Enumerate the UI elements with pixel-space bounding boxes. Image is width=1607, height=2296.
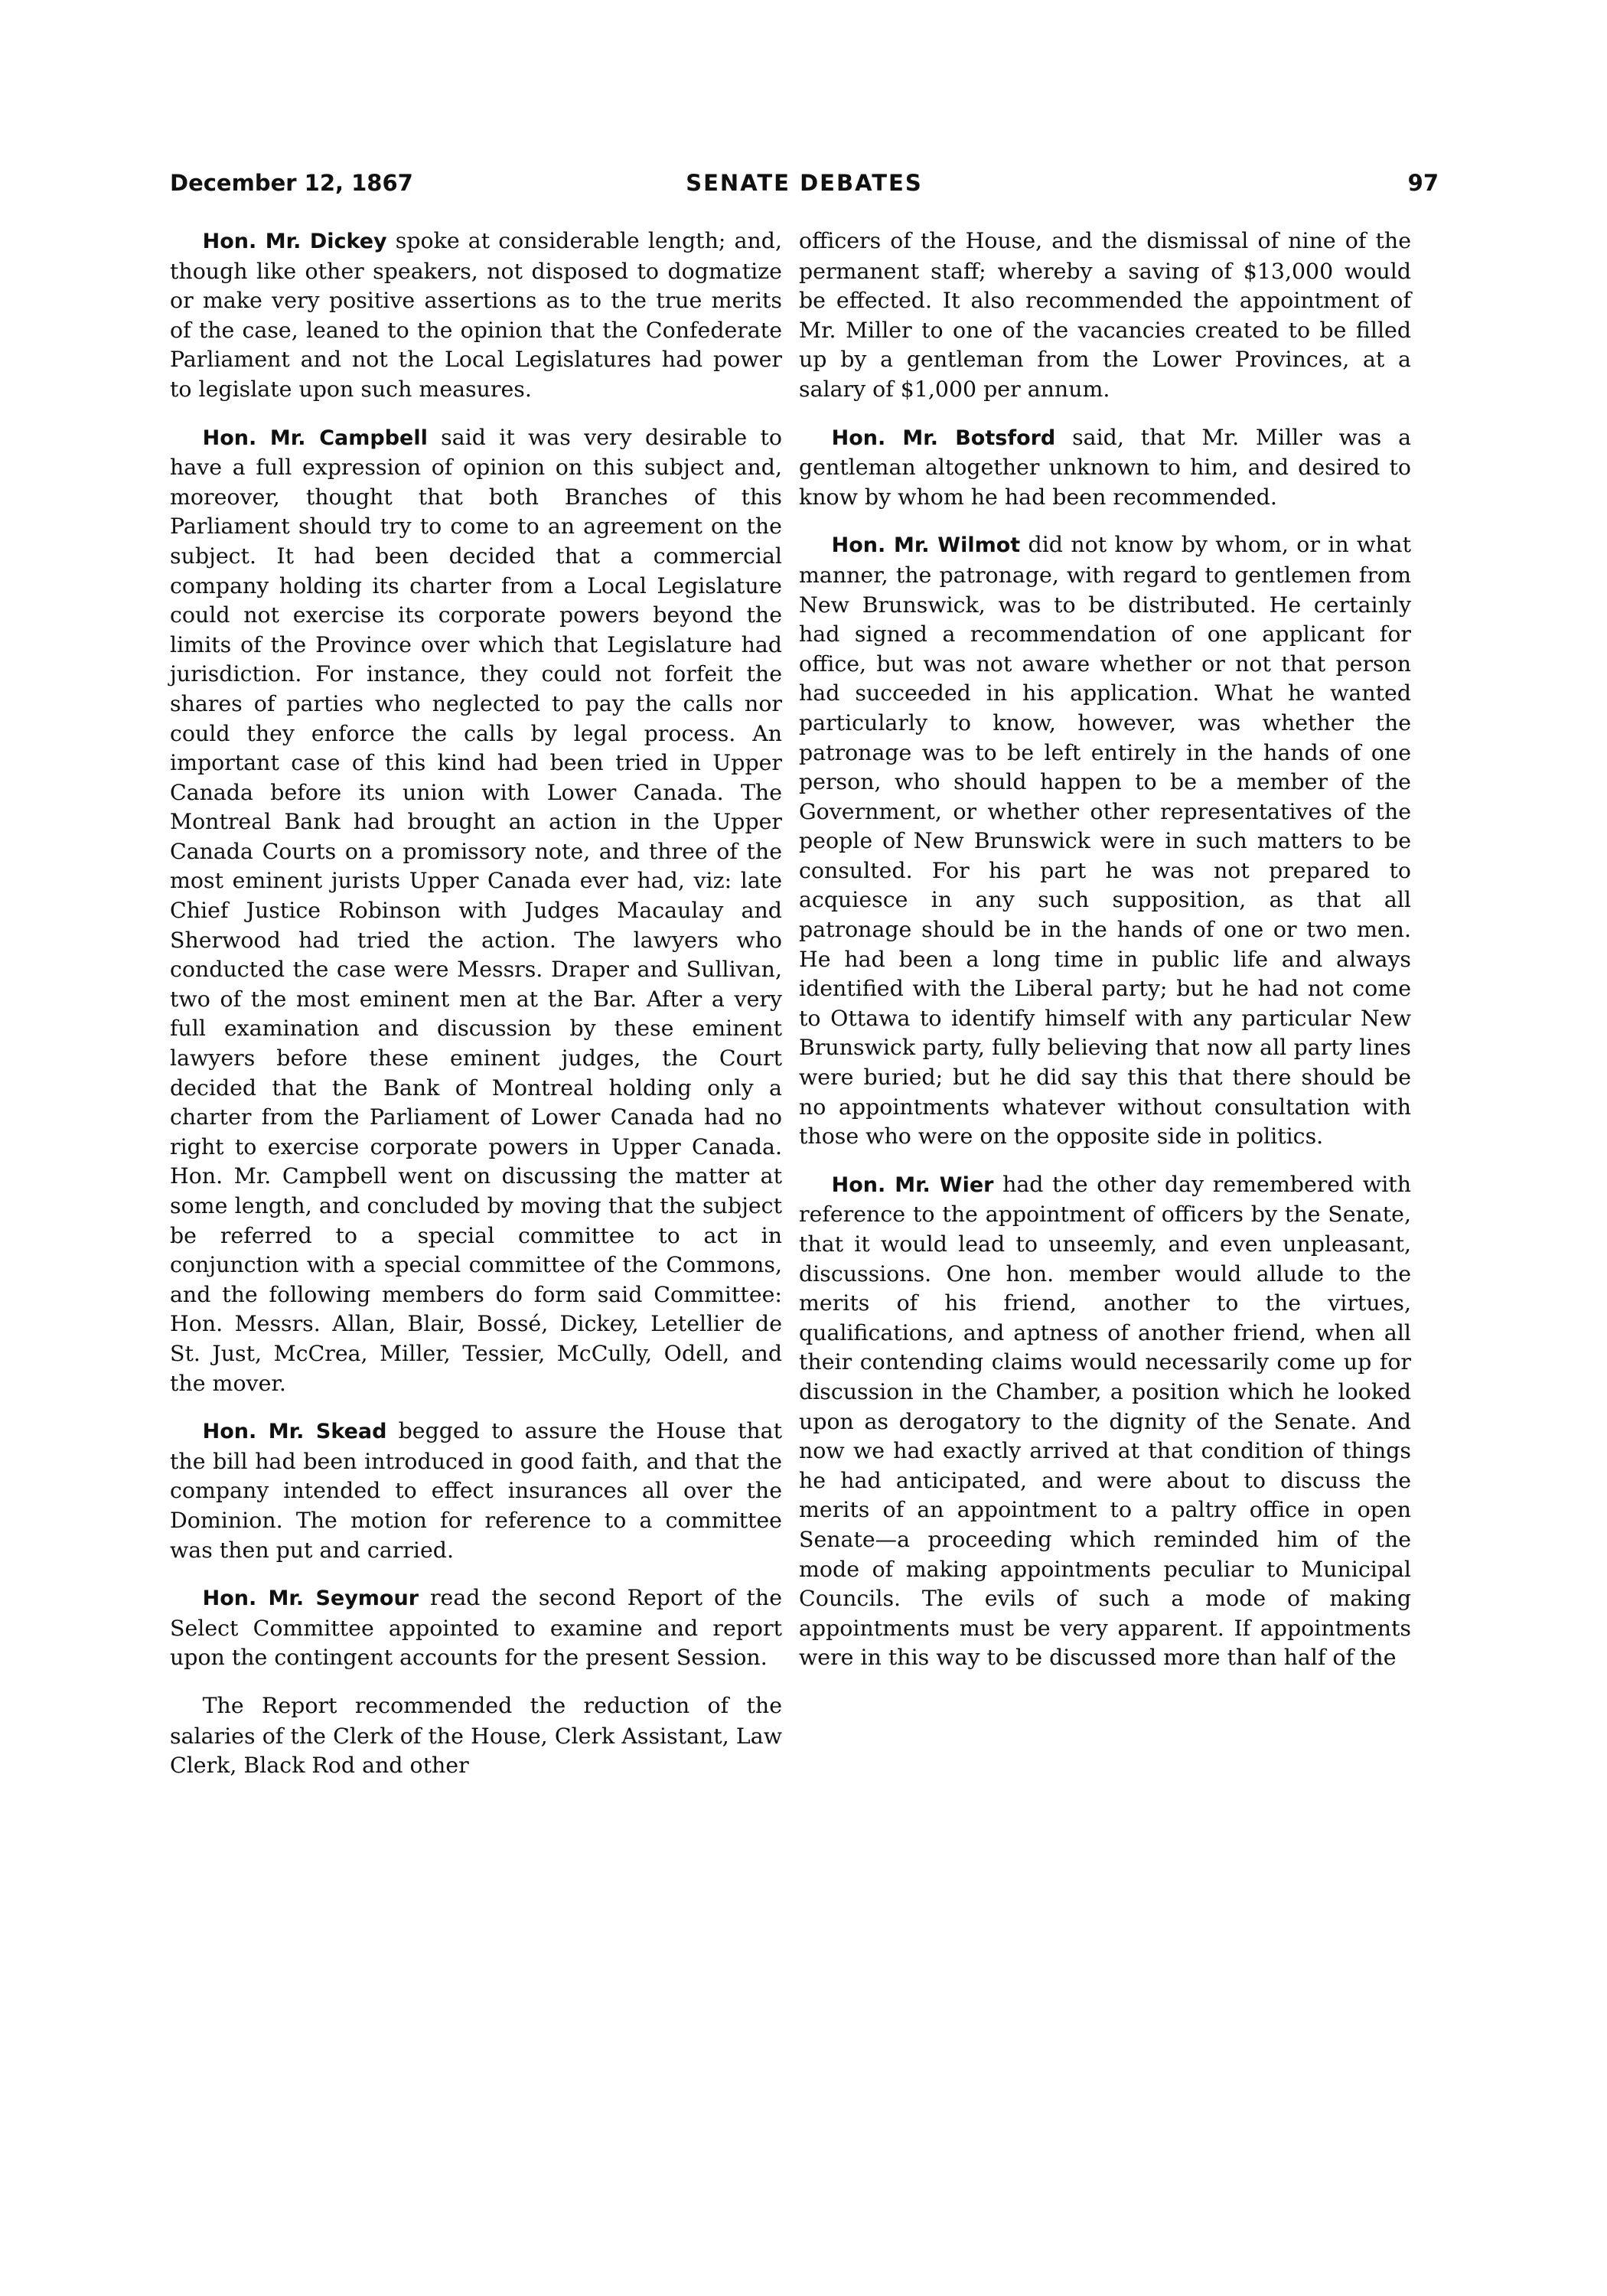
speaker-name: Hon. Mr. Skead <box>202 1420 387 1444</box>
speaker-name: Hon. Mr. Campbell <box>202 426 428 450</box>
paragraph-text: had the other day remembered with reference to the appointment of officers by the Senate, that it would lead to unseemly, and even unpleasant, discussions. One hon. member would allude to the merits of his friend, another to the virtues, qualifications, and aptness of another friend, when all their contending claims would necessarily come up for discussion in the Chamber, a position which he looked upon as derogatory to the dignity of the Senate. And now we had exactly arrived at that condition of things he had anticipated, and were about to discuss the merits of an appointment to a paltry office in open Senate—a proceeding which reminded him of the mode of making appointments peculiar to Municipal Councils. The evils of such a mode of making appointments must be very apparent. If appointments were in this way to be discussed more than half of the <box>799 1171 1411 1671</box>
paragraph-text: said it was very desirable to have a full expression of opinion on this subject and, moreover, thought that both Branches of this Parliament should try to come to an agreement on the subject. It had been decided that a commercial company holding its charter from a Local Legislature could not exercise its corporate powers beyond the limits of the Province over which that Legislature had jurisdiction. For instance, they could not forfeit the shares of parties who neglected to pay the calls nor could they enforce the calls by legal process. An important case of this kind had been tried in Upper Canada before its union with Lower Canada. The Montreal Bank had brought an action in the Upper Canada Courts on a promissory note, and three of the most eminent jurists Upper Canada ever had, viz: late Chief Justice Robinson with Judges Macaulay and Sherwood had tried the action. The lawyers who conducted the case were Messrs. Draper and Sullivan, two of the most eminent men at the Bar. After a very full examination and discussion by these eminent lawyers before these eminent judges, the Court decided that the Bank of Montreal holding only a charter from the Parliament of Lower Canada had no right to exercise corporate powers in Upper Canada. Hon. Mr. Campbell went on discussing the matter at some length, and concluded by moving that the subject be referred to a special committee to act in conjunction with a special committee of the Commons, and the following members do form said Committee: Hon. Messrs. Allan, Blair, Bossé, Dickey, Letellier de St. Just, McCrea, Miller, Tessier, McCully, Odell, and the mover. <box>170 424 782 1396</box>
page-number: 97 <box>1407 170 1439 196</box>
speaker-name: Hon. Mr. Seymour <box>202 1587 419 1611</box>
header-date: December 12, 1867 <box>170 170 413 196</box>
speaker-name: Hon. Mr. Dickey <box>202 230 387 253</box>
paragraph <box>799 530 1411 1151</box>
page-header <box>170 170 1439 204</box>
paragraph-text: The Report recommended the reduction of the salaries of the Clerk of the House, Clerk Assistant, Law Clerk, Black Rod and other <box>170 1692 782 1779</box>
left-column <box>170 227 782 1799</box>
paragraph <box>799 227 1411 405</box>
speaker-name: Hon. Mr. Wier <box>831 1172 994 1197</box>
paragraph-text: begged to assure the House that the bill had been introduced in good faith, and that the company intended to effect insurances all over the Dominion. The motion for reference to a committee was then put and carried. <box>170 1418 782 1563</box>
paragraph <box>799 423 1411 513</box>
speaker-name: Hon. Mr. Wilmot <box>831 533 1021 558</box>
paragraph <box>170 1583 782 1673</box>
paragraph <box>170 227 782 405</box>
speaker-name: Hon. Mr. Botsford <box>831 426 1056 450</box>
paragraph <box>170 1691 782 1781</box>
paragraph-text: officers of the House, and the dismissal of nine of the permanent staff; whereby a saving of $13,000 would be effected. It also recommended the appointment of Mr. Miller to one of the vacancies created to be filled up by a gentleman from the Lower Provinces, at a salary of $1,000 per annum. <box>799 228 1411 402</box>
paragraph-text: spoke at considerable length; and, though like other speakers, not disposed to dogmatize or make very positive assertions as to the true merits of the case, leaned to the opinion that the Confederate Parliament and not the Local Legislatures had power to legislate upon such measures. <box>170 228 782 402</box>
paragraph <box>170 423 782 1399</box>
paragraph-text: said, that Mr. Miller was a gentleman altogether unknown to him, and desired to know by whom he had been recommended. <box>799 424 1411 510</box>
right-column <box>799 227 1411 1691</box>
paragraph-text: read the second Report of the Select Committee appointed to examine and report upon the contingent accounts for the present Session. <box>170 1585 782 1671</box>
header-title: SENATE DEBATES <box>686 170 923 196</box>
paragraph <box>799 1170 1411 1673</box>
paragraph-text: did not know by whom, or in what manner, the patronage, with regard to gentlemen from New Brunswick, was to be distributed. He certainly had signed a recommendation of one applicant for office, but was not aware whether or not that person had succeeded in his application. What he wanted particularly to know, however, was whether the patronage was to be left entirely in the hands of one person, who should happen to be a member of the Government, or whether other representatives of the people of New Brunswick were in such matters to be consulted. For his part he was not prepared to acquiesce in any such supposition, as that all patronage should be in the hands of one or two men. He had been a long time in public life and always identified with the Liberal party; but he had not come to Ottawa to identify himself with any particular New Brunswick party, fully believing that now all party lines were buried; but he did say this that there should be no appointments whatever without consultation with those who were on the opposite side in politics. <box>799 532 1411 1150</box>
paragraph <box>170 1417 782 1565</box>
